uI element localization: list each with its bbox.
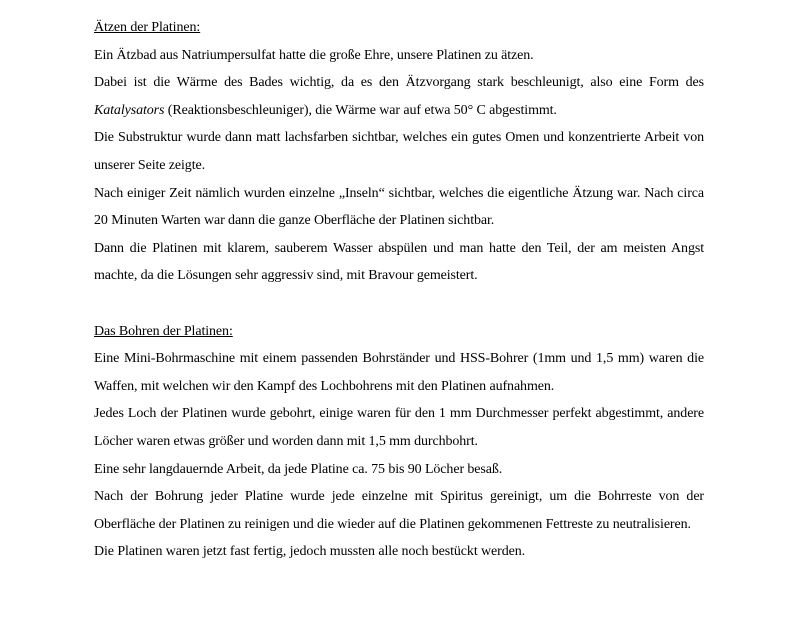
paragraph: Dann die Platinen mit klarem, sauberem Wasser abspülen und man hatte den Teil, der am meisten Angst machte, da die Lösungen sehr aggressiv sind, mit Bravour gemeistert.: [94, 240, 704, 284]
paragraph: Die Platinen waren jetzt fast fertig, jedoch mussten alle noch bestückt werden.: [94, 544, 526, 560]
paragraph: [94, 69, 704, 124]
paragraph: Eine Mini-Bohrmaschine mit einem passenden Bohrständer und HSS-Bohrer (1mm und 1,5 mm) waren die Waffen, mit welchen wir den Kampf des Lochbohrens mit den Platinen aufnahmen.: [94, 351, 704, 394]
section-heading-etching: Ätzen der Platinen:: [94, 20, 201, 35]
document-page: [94, 14, 704, 566]
blank-line: [94, 290, 704, 318]
paragraph: Jedes Loch der Platinen wurde gebohrt, einige waren für den 1 mm Durchmesser perfekt abgestimmt, andere Löcher waren etwas größer und worden dann mit 1,5 mm durchbohrt.: [94, 406, 704, 449]
paragraph: Eine sehr langdauernde Arbeit, da jede Platine ca. 75 bis 90 Löcher besaß.: [94, 461, 503, 477]
paragraph-text: Dabei ist die Wärme des Bades wichtig, da es den Ätzvorgang stark beschleunigt, also eine Form des: [94, 75, 704, 91]
paragraph: Nach der Bohrung jeder Platine wurde jede einzelne mit Spiritus gereinigt, um die Bohrreste von der Oberfläche der Platinen zu reinigen und die wieder auf die Platinen gekommenen Fettreste zu neutralisieren.: [94, 489, 704, 532]
section-heading-drilling: Das Bohren der Platinen:: [94, 323, 233, 339]
italic-term: Katalysators: [94, 102, 165, 118]
paragraph: Nach einiger Zeit nämlich wurden einzelne „Inseln“ sichtbar, welches die eigentliche Ätzung war. Nach circa 20 Minuten Warten war dann die ganze Oberfläche der Platinen sichtbar.: [94, 185, 704, 229]
paragraph: Ein Ätzbad aus Natriumpersulfat hatte die große Ehre, unsere Platinen zu ätzen.: [94, 47, 534, 63]
paragraph: Die Substruktur wurde dann matt lachsfarben sichtbar, welches ein gutes Omen und konzentrierte Arbeit von unserer Seite zeigte.: [94, 130, 704, 173]
paragraph-text: (Reaktionsbeschleuniger), die Wärme war auf etwa 50° C abgestimmt.: [164, 102, 557, 118]
